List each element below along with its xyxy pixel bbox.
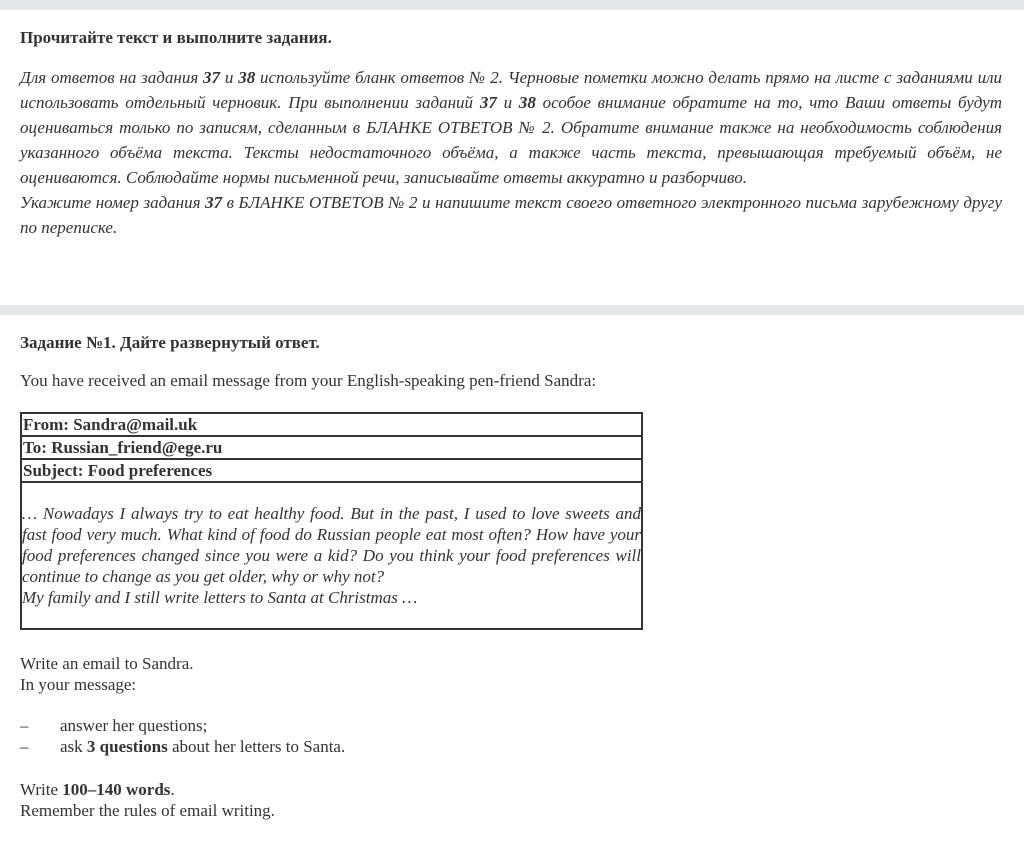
email-to: To: Russian_friend@ege.ru bbox=[22, 437, 641, 460]
email-body-last: My family and I still write letters to Santa at Christmas … bbox=[22, 588, 418, 607]
task-intro: You have received an email message from your English-speaking pen-friend Sandra: bbox=[20, 371, 597, 390]
remember-rules: Remember the rules of email writing. bbox=[20, 801, 275, 820]
bullet-dash: – bbox=[20, 716, 29, 735]
task-title: Задание №1. Дайте развернутый ответ. bbox=[20, 333, 320, 352]
bullet-dash: – bbox=[20, 737, 29, 756]
task-line-2: In your message: bbox=[20, 675, 137, 694]
email-body bbox=[22, 483, 641, 608]
word-count-requirement: Write 100–140 words. bbox=[20, 780, 175, 799]
email-box bbox=[20, 412, 643, 630]
bullet-answer-questions: answer her questions; bbox=[60, 716, 208, 735]
email-from: From: Sandra@mail.uk bbox=[22, 414, 641, 437]
instructions-paragraph-2: Укажите номер задания 37 в БЛАНКЕ ОТВЕТОВ № 2 и напишите текст своего ответного электронного письма зарубежному другу по переписке. bbox=[20, 193, 1002, 237]
instructions-block bbox=[20, 65, 1002, 240]
email-subject: Subject: Food preferences bbox=[22, 460, 641, 483]
section-title: Прочитайте текст и выполните задания. bbox=[20, 28, 332, 47]
section-separator bbox=[0, 305, 1024, 315]
task-line-1: Write an email to Sandra. bbox=[20, 654, 194, 673]
instructions-paragraph-1: Для ответов на задания 37 и 38 используйте бланк ответов № 2. Черновые пометки можно делать прямо на листе с заданиями или использовать отдельный черновик. При выполнении заданий 37 и 38 особое внимание обратите на то, что Ваши ответы будут оцениваться только по записям, сделанным в БЛАНКЕ ОТВЕТОВ № 2. Обратите внимание также на необходимость соблюдения указанного объёма текста. Тексты недостаточного объёма, а также часть текста, превышающая требуемый объём, не оцениваются. Соблюдайте нормы письменной речи, записывайте ответы аккуратно и разборчиво. bbox=[20, 68, 1003, 187]
email-body-text: … Nowadays I always try to eat healthy food. But in the past, I used to love sweets and fast food very much. What kind of food do Russian people eat most often? How have your food preferences changed since you were a kid? Do you think your food preferences will continue to change as you get older, why or why not? bbox=[22, 504, 641, 586]
bullet-ask-questions: ask 3 questions about her letters to Santa. bbox=[60, 737, 346, 756]
top-separator bbox=[0, 0, 1024, 10]
